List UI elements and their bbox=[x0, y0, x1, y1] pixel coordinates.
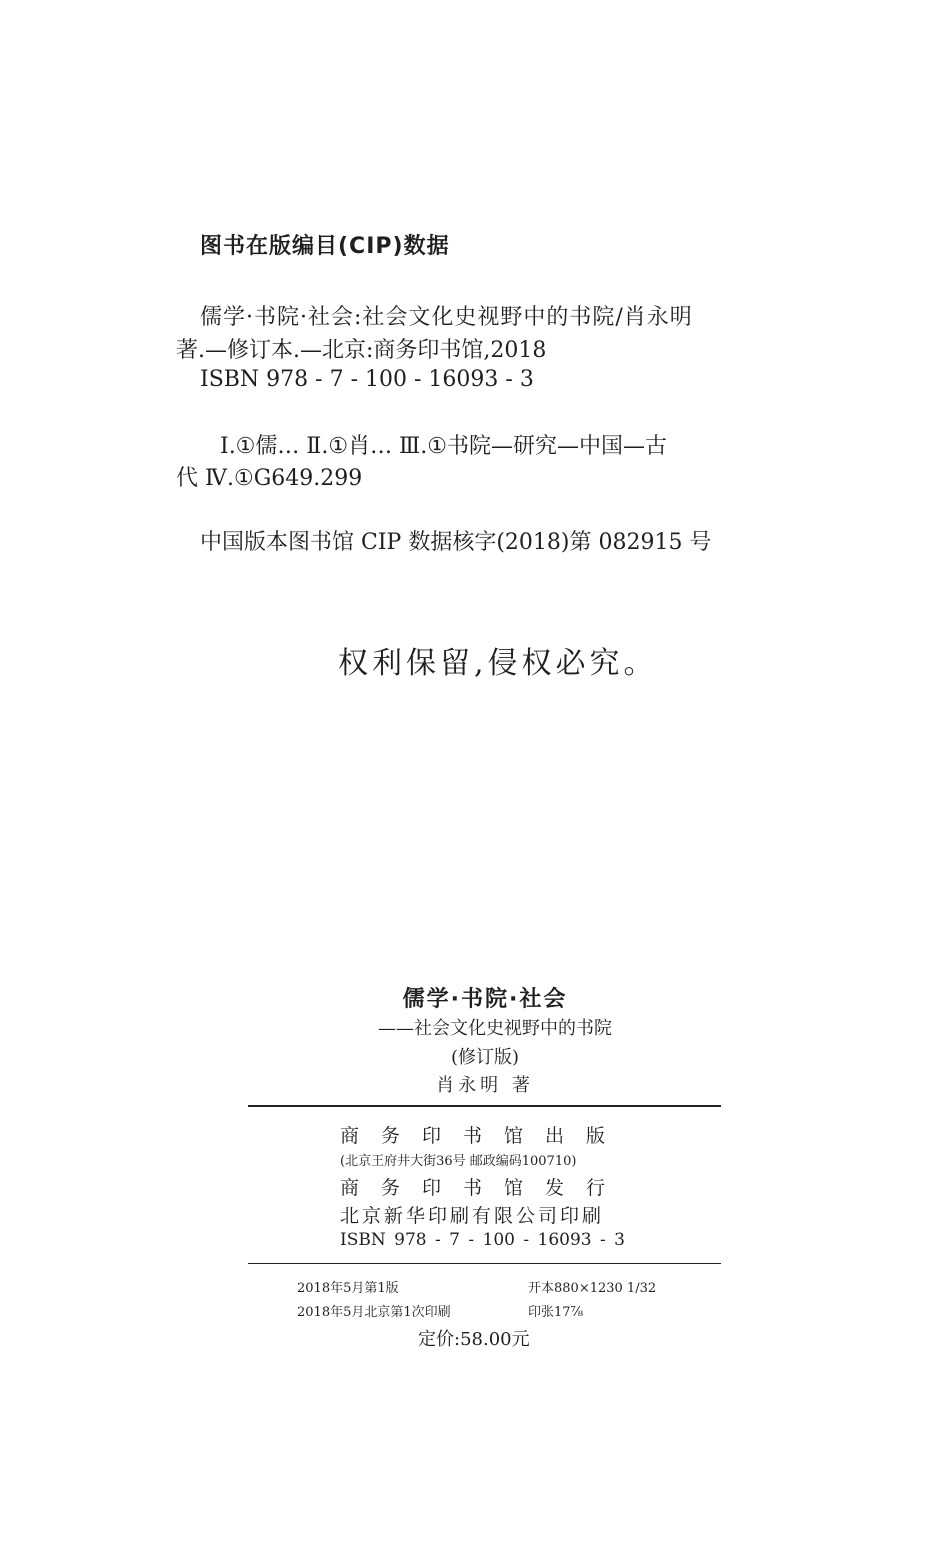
colophon-distributor: 商务印书馆发行 bbox=[340, 1177, 628, 1199]
cip-record-number: 中国版本图书馆 CIP 数据核字(2018)第 082915 号 bbox=[200, 530, 712, 555]
colophon-publisher: 商务印书馆出版 bbox=[340, 1125, 628, 1147]
colophon-format: 开本880×1230 1/32 bbox=[528, 1281, 657, 1296]
colophon-print-date: 2018年5月北京第1次印刷 bbox=[297, 1305, 451, 1320]
cip-publication-line: 著.—修订本.—北京:商务印书馆,2018 bbox=[176, 338, 547, 363]
colophon-address: (北京王府井大街36号 邮政编码100710) bbox=[340, 1154, 577, 1169]
cip-heading: 图书在版编目(CIP)数据 bbox=[200, 234, 450, 259]
colophon-isbn: ISBN 978 - 7 - 100 - 16093 - 3 bbox=[340, 1230, 625, 1250]
colophon-title: 儒学·书院·社会 bbox=[402, 987, 568, 1012]
colophon-sheets: 印张17⅞ bbox=[528, 1305, 584, 1320]
colophon-subtitle: ——社会文化史视野中的书院 bbox=[378, 1018, 612, 1039]
cip-classification-line: Ⅰ.①儒… Ⅱ.①肖… Ⅲ.①书院—研究—中国—古 bbox=[220, 434, 667, 459]
rights-notice: 权利保留,侵权必究。 bbox=[338, 646, 658, 681]
colophon-rule-top bbox=[248, 1105, 721, 1107]
colophon-author: 肖永明 著 bbox=[436, 1075, 534, 1096]
cip-isbn-line: ISBN 978 - 7 - 100 - 16093 - 3 bbox=[200, 367, 534, 392]
colophon-edition-date: 2018年5月第1版 bbox=[297, 1281, 399, 1296]
colophon-rule-bottom bbox=[248, 1263, 721, 1264]
cip-classification-line-2: 代 Ⅳ.①G649.299 bbox=[176, 466, 363, 491]
colophon-printer: 北京新华印刷有限公司印刷 bbox=[340, 1205, 605, 1227]
colophon-price: 定价:58.00元 bbox=[418, 1329, 530, 1350]
colophon-edition: (修订版) bbox=[450, 1047, 520, 1068]
cip-title-line: 儒学·书院·社会:社会文化史视野中的书院/肖永明 bbox=[200, 305, 693, 330]
